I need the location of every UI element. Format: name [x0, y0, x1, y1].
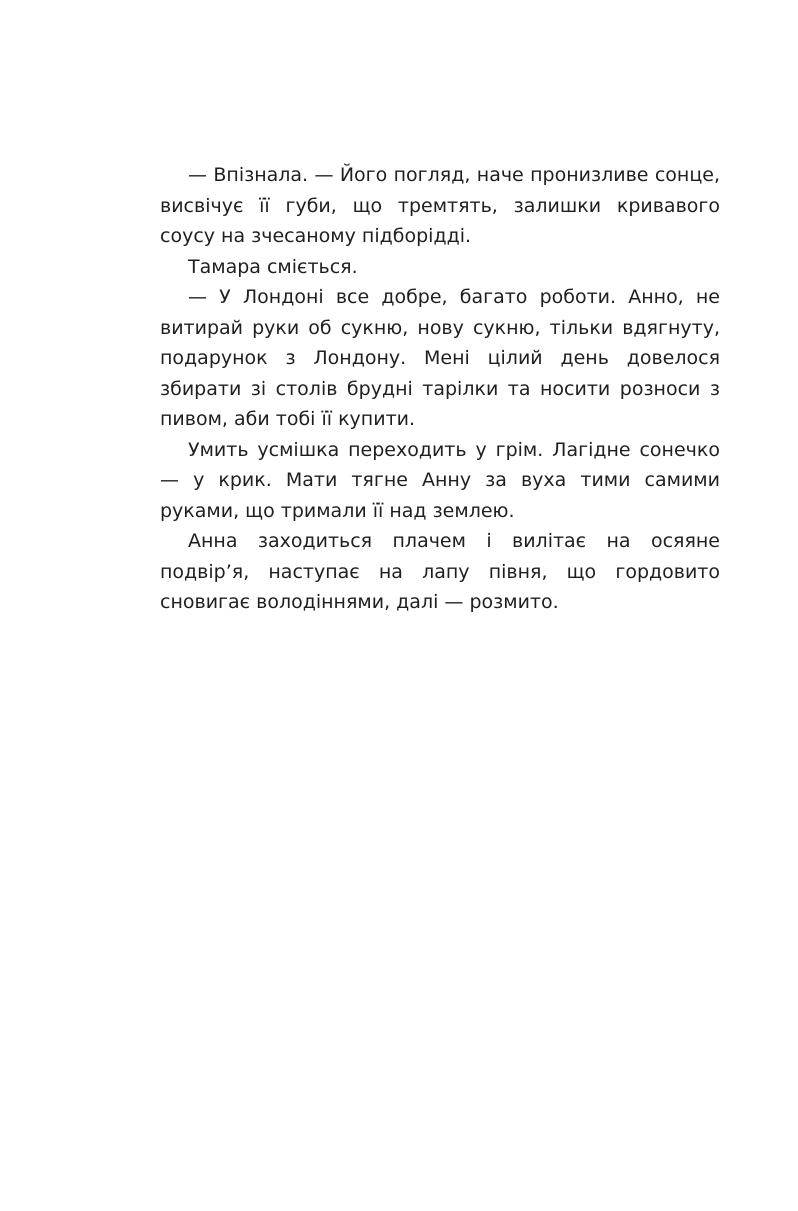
page-text — [160, 160, 720, 618]
paragraph-5: Анна заходиться плачем і вилітає на осяяне подвір’я, наступає на лапу півня, що гордовито сновигає володіннями, далі — розмито. — [160, 530, 720, 613]
paragraph-2: Тамара сміється. — [188, 255, 358, 278]
paragraph-3: — У Лондоні все добре, багато роботи. Анно, не витирай руки об сукню, нову сукню, тільки вдягнуту, подарунок з Лондону. Мені цілий день довелося збирати зі столів брудні тарілки та носити розноси з пивом, аби тобі її купити. — [160, 286, 720, 430]
paragraph-4: Умить усмішка переходить у грім. Лагідне сонечко — у крик. Мати тягне Анну за вуха тими самими руками, що тримали її над землею. — [160, 438, 720, 522]
paragraph-1: — Впізнала. — Його погляд, наче пронизливе сонце, висвічує її губи, що тремтять, залишки кривавого соусу на зчесаному підборідді. — [160, 164, 720, 247]
